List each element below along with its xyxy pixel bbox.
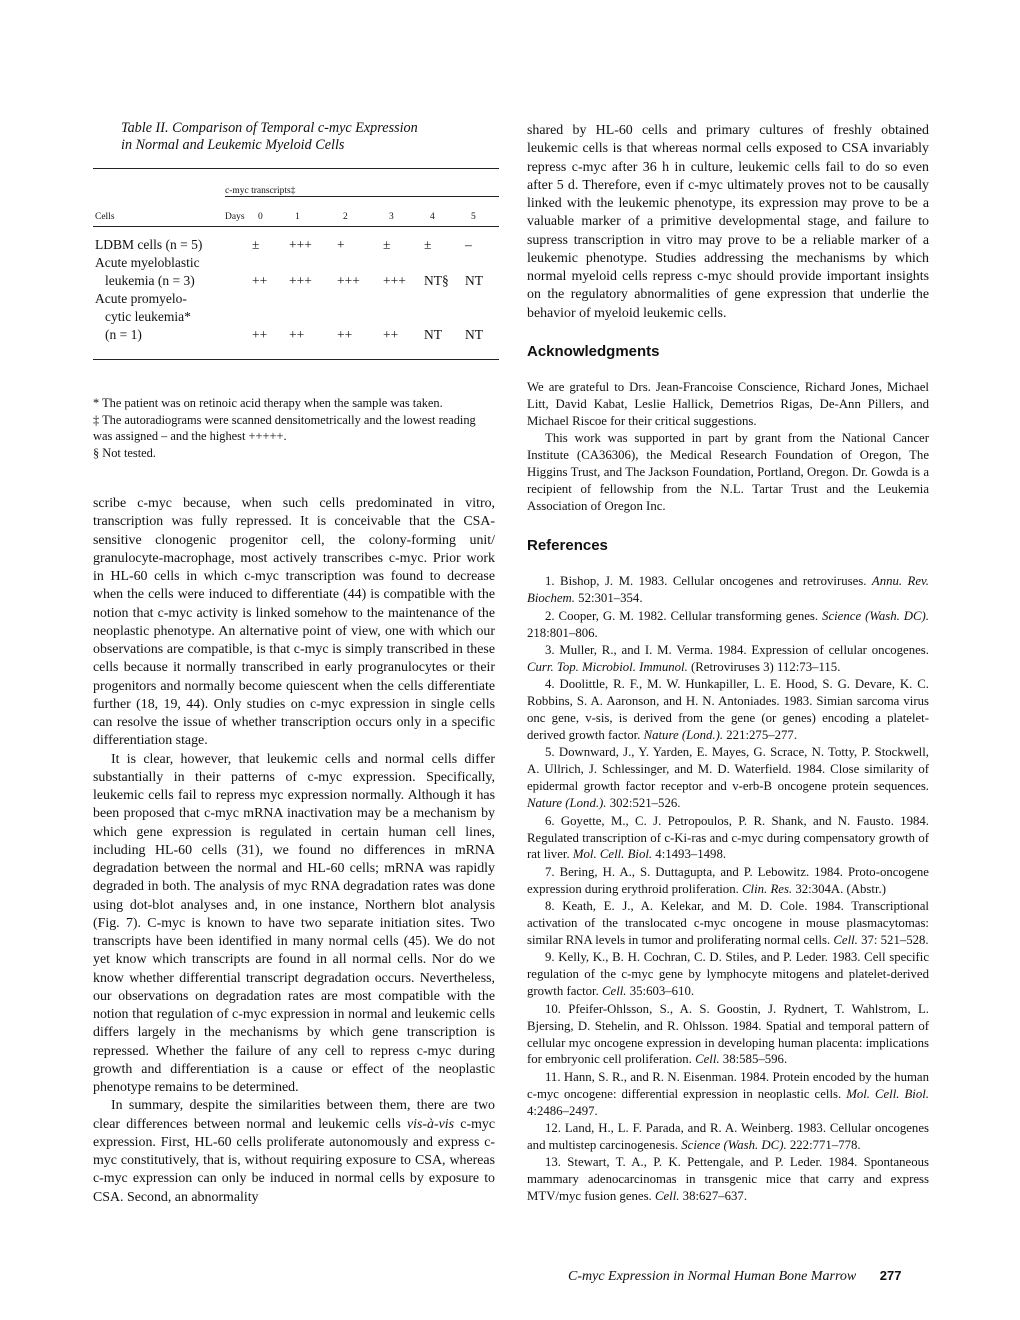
journal-name: Cell. <box>601 984 627 999</box>
journal-name: Curr. Top. Microbiol. Immunol. <box>527 659 688 674</box>
row-label: cytic leukemia* <box>105 309 191 324</box>
day-header: 0 <box>258 212 263 222</box>
table-cell: ++ <box>337 327 353 342</box>
reference-text: (Retroviruses 3) 112:73–115. <box>687 659 841 674</box>
row-label: LDBM cells (n = 5) <box>95 237 203 252</box>
reference-text: 4:2486–2497. <box>527 1103 598 1118</box>
table-cell: ++ <box>252 327 268 342</box>
journal-name: Science (Wash. DC). <box>681 1138 787 1152</box>
day-header: 5 <box>471 212 476 222</box>
acknowledgments-text <box>527 379 929 515</box>
reference-text: 7. Bering, H. A., S. Duttagupta, and P. Lebowitz. 1984. Proto-oncogene expression during erythroid proliferation. <box>527 864 929 896</box>
group-header: c-myc transcripts‡ <box>225 186 296 196</box>
journal-name: Annu. Rev. Biochem. <box>527 574 929 606</box>
table-cell: ++ <box>383 327 399 342</box>
table-cell: ± <box>424 237 432 252</box>
reference-item <box>527 1069 929 1120</box>
reference-text: 35:603–610. <box>626 984 695 999</box>
journal-name: Mol. Cell. Biol. <box>572 847 653 862</box>
table-caption-line: in Normal and Leukemic Myeloid Cells <box>121 137 345 153</box>
table-cell: NT§ <box>424 273 449 288</box>
footnote: ‡ The autoradiograms were scanned densitometrically and the lowest reading was assigned – and the highest +++++. <box>93 412 476 443</box>
acknowledgments-heading: Acknowledgments <box>527 342 660 360</box>
paragraph: This work was supported in part by grant from the National Cancer Institute (CA36306), the Medical Research Foundation of Oregon, The Higgins Trust, and The Jackson Foundation, Portland, Oregon. Dr. Gowda is a recipient of fellowship from the N.L. Tartar Trust and the Leukemia Association of Oregon Inc. <box>527 431 929 513</box>
paragraph: shared by HL-60 cells and primary cultures of freshly obtained leukemic cells is that whereas normal cells exposed to CSA invariably repress c-myc after 36 h in culture, leukemic cells fail to do so even after 5 d. Therefore, even if c-myc ultimately proves not to be causally linked with the leukemic phenotype, its expression may prove to be a valuable marker of a primitive developmental stage, and failure to supress transcription in vitro may prove to be a reliable marker of a leukemic phenotype. Studies addressing the mechanisms by which normal myeloid cells repress c-myc should provide important insights on the regulatory abnormalities of gene expression that underlie the behavior of myeloid leukemic cells. <box>527 123 929 321</box>
paragraph: scribe c-myc because, when such cells predominated in vitro, transcription was fully repressed. It is conceivable that the CSA-sensitive clonogenic progenitor cell, the colony-forming unit/ granulocyte-macrophage, most actively transcribes c-myc. Prior work in HL-60 cells in which c-myc transcription was found to decrease when the cells were induced to differentiate (44) is compatible with the notion that c-myc activity is linked somehow to the maintenance of the neoplastic phenotype. An alternative point of view, one with which our observations are compatible, is that c-myc is simply transcribed in these cells because it normally transcribed in early progranulocytes or their progenitors and normally become quiescent when the cells differentiate further (18, 19, 44). Only studies on c-myc expression in single cells can resolve the issue of whether transcription occurs only in a specific differentiation stage. <box>93 496 495 749</box>
col-header-cells: Cells <box>95 212 115 222</box>
reference-text: 6. Goyette, M., C. J. Petropoulos, P. R. Shank, and N. Fausto. 1984. Regulated transcription of c-Ki-ras and c-myc during compensatory growth of rat liver. <box>527 813 929 862</box>
reference-text: 32:304A. (Abstr.) <box>792 881 886 896</box>
reference-text: 8. Keath, E. J., A. Kelekar, and M. D. Cole. 1984. Transcriptional activation of the translocated c-myc oncogene in mouse plasmacytomas: similar RNA levels in tumor and proliferating normal cells. <box>527 899 929 947</box>
row-label: leukemia (n = 3) <box>105 273 195 288</box>
italic-run: vis-à-vis <box>407 1116 455 1132</box>
reference-item <box>527 573 929 607</box>
table-cell: +++ <box>289 273 312 288</box>
reference-item <box>527 744 929 812</box>
reference-item <box>527 608 929 642</box>
reference-text: 38:585–596. <box>719 1052 788 1067</box>
reference-item <box>527 949 929 1000</box>
journal-name: Mol. Cell. Biol. <box>846 1086 929 1101</box>
row-label: Acute myeloblastic <box>95 255 200 270</box>
paragraph <box>93 1097 495 1207</box>
reference-item <box>527 642 929 676</box>
table-cell: +++ <box>337 273 360 288</box>
reference-text: 302:521–526. <box>606 796 681 811</box>
reference-text: 222:771–778. <box>786 1138 861 1152</box>
comparison-table <box>93 160 495 395</box>
table-cell: NT <box>424 327 442 342</box>
reference-item <box>527 1154 929 1205</box>
reference-item <box>527 676 929 744</box>
table-footnotes <box>93 395 495 461</box>
table-cell: NT <box>465 327 483 342</box>
row-label: Acute promyelo- <box>95 291 187 306</box>
group-rule <box>225 196 499 197</box>
reference-item <box>527 898 929 949</box>
footnote: * The patient was on retinoic acid therapy when the sample was taken. <box>93 396 443 410</box>
text-run: In summary, despite the similarities between them, there are two clear differences between normal and leukemic cells <box>93 1098 495 1132</box>
table-cell: ± <box>383 237 391 252</box>
reference-text: 9. Kelly, K., B. H. Cochran, C. D. Stiles, and P. Leder. 1983. Cell specific regulation of the c-myc gene by lymphocyte mitogens and platelet-derived growth factor. <box>527 950 929 999</box>
reference-item <box>527 864 929 898</box>
day-header: 2 <box>343 212 348 222</box>
row-label: (n = 1) <box>105 327 142 342</box>
reference-text: 2. Cooper, G. M. 1982. Cellular transforming genes. <box>545 608 823 623</box>
reference-text: 12. Land, H., L. F. Parada, and R. A. Weinberg. 1983. Cellular oncogenes and multistep carcinogenesis. <box>527 1121 929 1152</box>
running-title: C-myc Expression in Normal Human Bone Marrow <box>568 1269 857 1284</box>
reference-item <box>527 1001 929 1069</box>
reference-text: 5. Downward, J., Y. Yarden, E. Mayes, G. Scrace, N. Totty, P. Stockwell, A. Ullrich, J. Schlessinger, and M. D. Waterfield. 1984. Close similarity of epidermal growth factor receptor and v-erb-B oncogene protein sequences. <box>527 745 929 794</box>
day-header: 4 <box>430 212 435 222</box>
col-header-days: Days <box>225 212 245 222</box>
references-list <box>527 573 929 1205</box>
journal-name: Cell. <box>833 933 858 947</box>
left-column <box>93 120 495 1207</box>
table-cell: NT <box>465 273 483 288</box>
table-top-rule <box>93 168 499 169</box>
journal-name: Science (Wash. DC). <box>822 608 929 623</box>
table-cell: ± <box>252 237 260 252</box>
table-bottom-rule <box>93 359 499 360</box>
reference-text: 52:301–354. <box>574 591 643 606</box>
table-cell: – <box>465 237 472 252</box>
footnote: § Not tested. <box>93 445 156 460</box>
reference-text: 3. Muller, R., and I. M. Verma. 1984. Expression of cellular oncogenes. <box>545 642 929 657</box>
table-cell: +++ <box>383 273 406 288</box>
right-column <box>527 122 929 1206</box>
table-caption-line: Table II. Comparison of Temporal c-myc Expression <box>121 120 418 136</box>
journal-name: Nature (Lond.). <box>643 728 724 742</box>
reference-item <box>527 1120 929 1154</box>
reference-text: 4:1493–1498. <box>652 847 727 862</box>
reference-text: 221:275–277. <box>723 728 798 742</box>
reference-item <box>527 813 929 864</box>
table-cell: +++ <box>289 237 312 252</box>
day-header: 1 <box>295 212 300 222</box>
right-body-text <box>527 122 929 323</box>
reference-text: 218:801–806. <box>527 625 598 640</box>
reference-text: 1. Bishop, J. M. 1983. Cellular oncogenes and retroviruses. <box>545 574 872 589</box>
table-cell: ++ <box>289 327 305 342</box>
table-cell: ++ <box>252 273 268 288</box>
reference-text: 11. Hann, S. R., and R. N. Eisenman. 1984. Protein encoded by the human c-myc oncogene: differential expression in neoplastic cells. <box>527 1069 929 1101</box>
page-footer <box>568 1268 901 1285</box>
table-cell: + <box>337 237 345 252</box>
page-number: 277 <box>879 1268 902 1283</box>
journal-name: Cell. <box>695 1052 720 1067</box>
journal-name: Cell. <box>654 1189 680 1204</box>
references-heading: References <box>527 537 608 554</box>
left-body-text <box>93 495 495 1207</box>
table-caption <box>121 120 495 154</box>
reference-text: 13. Stewart, T. A., P. K. Pettengale, and P. Leder. 1984. Spontaneous mammary adenocarcinomas in transgenic mice that carry and express MTV/myc fusion genes. <box>527 1155 929 1204</box>
reference-text: 37: 521–528. <box>857 933 929 947</box>
day-header: 3 <box>389 212 394 222</box>
journal-name: Clin. Res. <box>742 881 793 896</box>
journal-name: Nature (Lond.). <box>527 796 607 811</box>
reference-text: 38:627–637. <box>679 1189 748 1204</box>
reference-text: 10. Pfeifer-Ohlsson, S., A. S. Goostin, J. Rydnert, T. Wahlstrom, L. Bjersing, D. Stehelin, and R. Ohlsson. 1984. Spatial and temporal pattern of cellular myc oncogene expression in developing human placenta: implications for embryonic cell proliferation. <box>527 1001 929 1067</box>
text-run: c-myc expression. First, HL-60 cells proliferate autonomously and express c-myc constitutively, that is, without requiring exposure to CSA, whereas c-myc expression can only be induced in normal cells by exposure to CSA. Second, an abnormality <box>93 1116 495 1205</box>
paragraph: We are grateful to Drs. Jean-Francoise Conscience, Richard Jones, Michael Litt, David Kabat, Leslie Hallick, Demetrios Rigas, De-Ann Pillers, and Michael Riscoe for their critical suggestions. <box>527 380 929 428</box>
reference-text: 4. Doolittle, R. F., M. W. Hunkapiller, L. E. Hood, S. G. Devare, K. C. Robbins, S. A. Aaronson, and H. N. Antoniades. 1983. Simian sarcoma virus onc gene, v-sis, is derived from the gene (or genes) encoding a platelet-derived growth factor. <box>527 677 929 742</box>
paragraph: It is clear, however, that leukemic cells and normal cells differ substantially in their patterns of c-myc expression. Specifically, leukemic cells fail to repress myc expression normally. Although it has been proposed that c-myc mRNA inactivation may be a mechanism by which gene expression is regulated in certain human cell lines, including HL-60 cells (31), we found no differences in mRNA degradation between the normal and HL-60 cells; mRNA was rapidly degraded in both. The analysis of myc RNA degradation rates was done using dot-blot analyses and, in one instance, Northern blot analysis (Fig. 7). C-myc is known to have two separate initiation sites. Two transcripts have been identified in many normal cells (45). We do not yet know which transcripts are found in all normal cells. Nor do we know whether differential transcript degradation occurs. Nevertheless, our observations on degradation rates are most compatible with the notion that regulation of c-myc expression in normal and leukemic cells differs largely in the mechanisms by which gene transcription is repressed. Whether the failure of any cell to repress c-myc during growth and differentiation is a cause or effect of the neoplastic phenotype remains to be determined. <box>93 751 495 1095</box>
